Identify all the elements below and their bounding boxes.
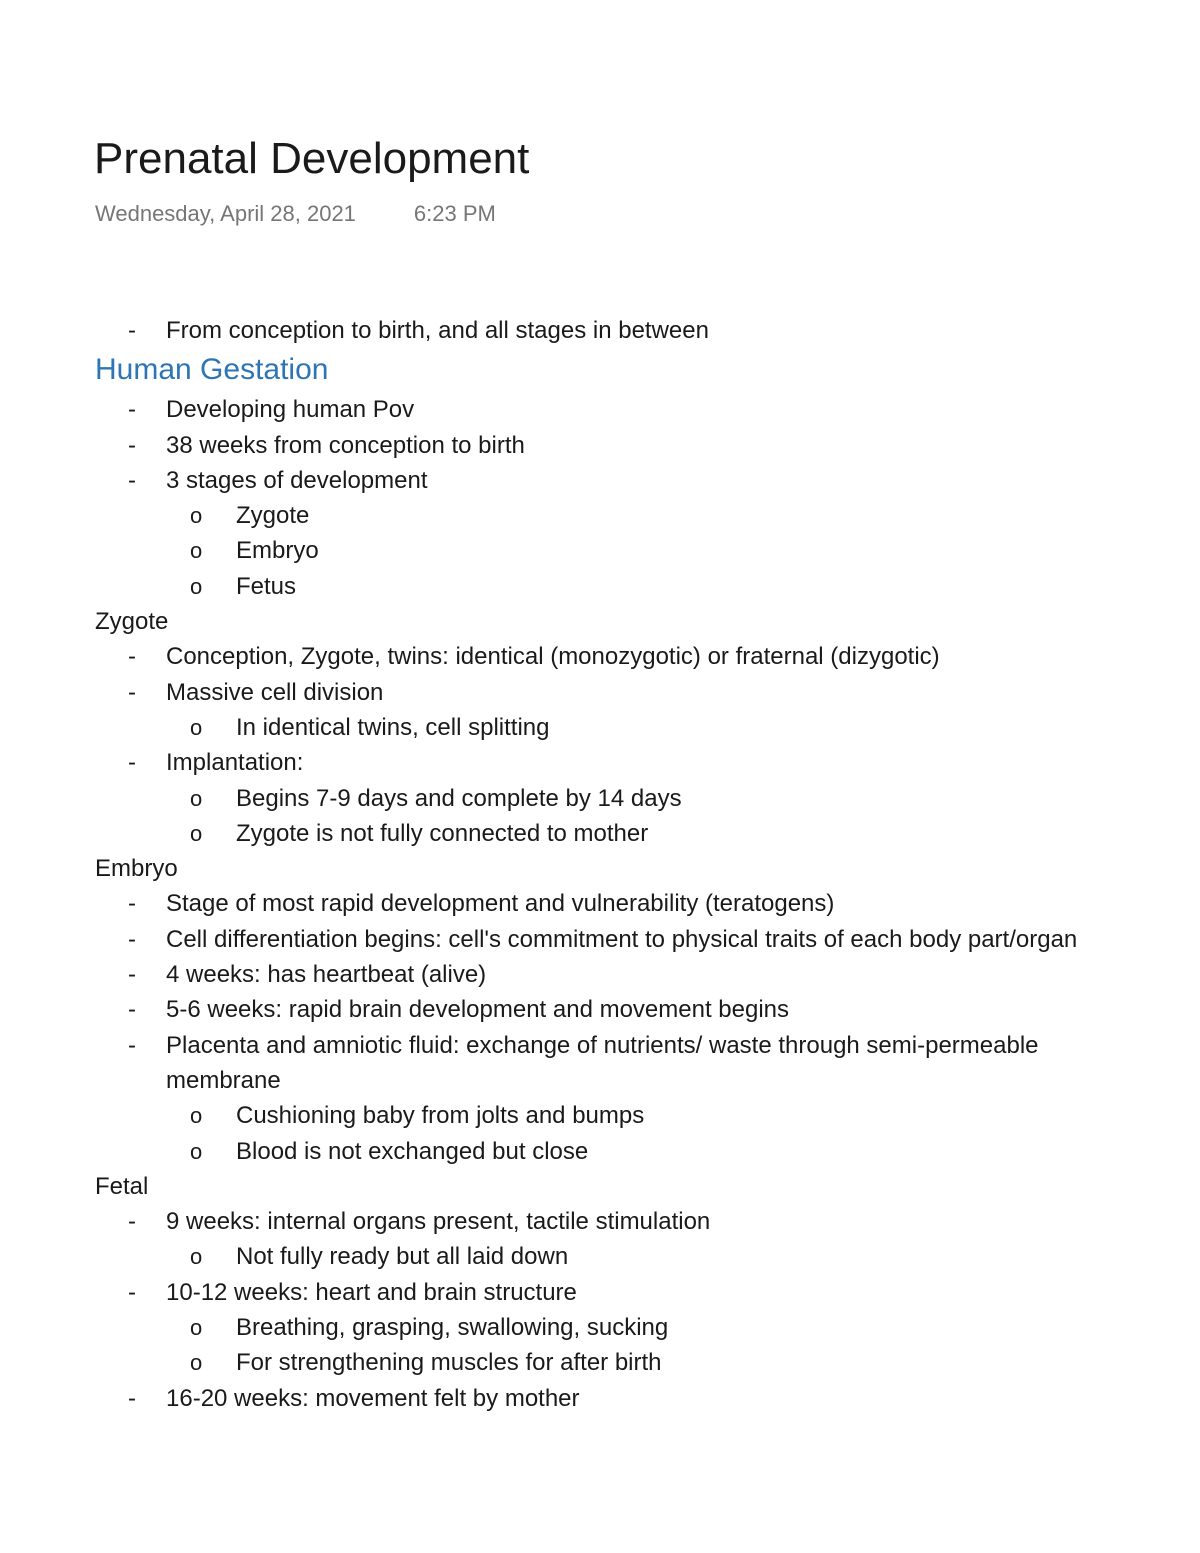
circle-bullet: o — [190, 714, 203, 740]
list-item — [95, 922, 1115, 957]
list-item-text: Stage of most rapid development and vulnerability (teratogens) — [166, 890, 835, 918]
page-time: 6:23 PM — [413, 201, 496, 226]
list-item-text: 10-12 weeks: heart and brain structure — [166, 1278, 577, 1306]
section-heading-embryo: Embryo — [95, 855, 178, 883]
list-item-text: Cell differentiation begins: cell's commitment to physical traits of each body part/organ — [166, 925, 1078, 953]
dash-bullet: - — [128, 1384, 136, 1412]
list-item — [95, 463, 1115, 498]
list-item-text: Blood is not exchanged but close — [236, 1137, 589, 1165]
list-item-text: Embryo — [236, 537, 319, 565]
sub-list-item — [95, 1345, 1115, 1380]
list-item — [95, 992, 1115, 1027]
dash-bullet: - — [128, 643, 136, 671]
dash-bullet: - — [128, 1031, 136, 1059]
circle-bullet: o — [190, 1315, 203, 1341]
sub-list-item — [95, 569, 1115, 604]
list-item — [95, 1028, 1115, 1099]
list-item-text: From conception to birth, and all stages in between — [166, 317, 709, 344]
list-item-text: Zygote — [236, 502, 310, 530]
list-item-text: Breathing, grasping, swallowing, sucking — [236, 1314, 669, 1342]
sub-list-item — [95, 710, 1115, 745]
circle-bullet: o — [190, 538, 203, 564]
list-item — [95, 1381, 1115, 1416]
circle-bullet: o — [190, 1138, 203, 1164]
list-item — [95, 639, 1115, 674]
list-item-text: 3 stages of development — [166, 466, 428, 494]
dash-bullet: - — [128, 1278, 136, 1306]
dash-bullet: - — [128, 431, 136, 459]
list-item-text: For strengthening muscles for after birth — [236, 1349, 662, 1377]
section-heading-fetal: Fetal — [95, 1172, 149, 1200]
page-date: Wednesday, April 28, 2021 — [95, 201, 356, 226]
list-item-text: Fetus — [236, 572, 297, 600]
dash-bullet: - — [128, 396, 136, 424]
circle-bullet: o — [190, 573, 203, 599]
circle-bullet: o — [190, 503, 203, 529]
list-item-text: Not fully ready but all laid down — [236, 1243, 569, 1271]
dash-bullet: - — [128, 996, 136, 1024]
sub-list-item — [95, 1134, 1115, 1169]
list-item — [95, 745, 1115, 780]
list-item-text: Massive cell division — [166, 678, 384, 706]
list-item-text: 9 weeks: internal organs present, tactile stimulation — [166, 1208, 711, 1236]
page-title: Prenatal Development — [94, 134, 530, 183]
dash-bullet: - — [128, 678, 136, 706]
list-item-text: 38 weeks from conception to birth — [166, 431, 525, 459]
list-item-text: Placenta and amniotic fluid: exchange of nutrients/ waste through semi-permeable membrane — [166, 1031, 1039, 1094]
sub-list-item — [95, 1239, 1115, 1274]
list-item — [95, 313, 1115, 348]
page-meta — [95, 200, 496, 228]
sub-list-item — [95, 816, 1115, 851]
list-item — [95, 1275, 1115, 1310]
circle-bullet: o — [190, 820, 203, 846]
circle-bullet: o — [190, 1350, 203, 1376]
dash-bullet: - — [128, 925, 136, 953]
list-item — [95, 886, 1115, 921]
list-item-text: 16-20 weeks: movement felt by mother — [166, 1384, 580, 1412]
dash-bullet: - — [128, 890, 136, 918]
list-item-text: Cushioning baby from jolts and bumps — [236, 1102, 645, 1130]
sub-list-item — [95, 1310, 1115, 1345]
list-item — [95, 675, 1115, 710]
circle-bullet: o — [190, 785, 203, 811]
sub-list-item — [95, 533, 1115, 568]
circle-bullet: o — [190, 1103, 203, 1129]
list-item-text: Zygote is not fully connected to mother — [236, 819, 649, 847]
list-item-text: Developing human Pov — [166, 396, 415, 424]
dash-bullet: - — [128, 466, 136, 494]
list-item-text: 5-6 weeks: rapid brain development and movement begins — [166, 996, 790, 1024]
circle-bullet: o — [190, 1244, 203, 1270]
dash-bullet: - — [128, 317, 136, 344]
list-item — [95, 957, 1115, 992]
dash-bullet: - — [128, 1208, 136, 1236]
list-item-text: In identical twins, cell splitting — [236, 713, 550, 741]
section-heading-human-gestation: Human Gestation — [95, 353, 329, 387]
list-item-text: 4 weeks: has heartbeat (alive) — [166, 961, 487, 989]
list-item-text: Conception, Zygote, twins: identical (monozygotic) or fraternal (dizygotic) — [166, 643, 940, 671]
section-heading-zygote: Zygote — [95, 608, 169, 636]
list-item-text: Begins 7-9 days and complete by 14 days — [236, 784, 682, 812]
note-body — [95, 313, 1115, 1435]
list-item — [95, 392, 1115, 427]
sub-list-item — [95, 781, 1115, 816]
dash-bullet: - — [128, 749, 136, 777]
sub-list-item — [95, 498, 1115, 533]
sub-list-item — [95, 1098, 1115, 1133]
list-item — [95, 428, 1115, 463]
list-item — [95, 1204, 1115, 1239]
dash-bullet: - — [128, 961, 136, 989]
list-item-text: Implantation: — [166, 749, 304, 777]
